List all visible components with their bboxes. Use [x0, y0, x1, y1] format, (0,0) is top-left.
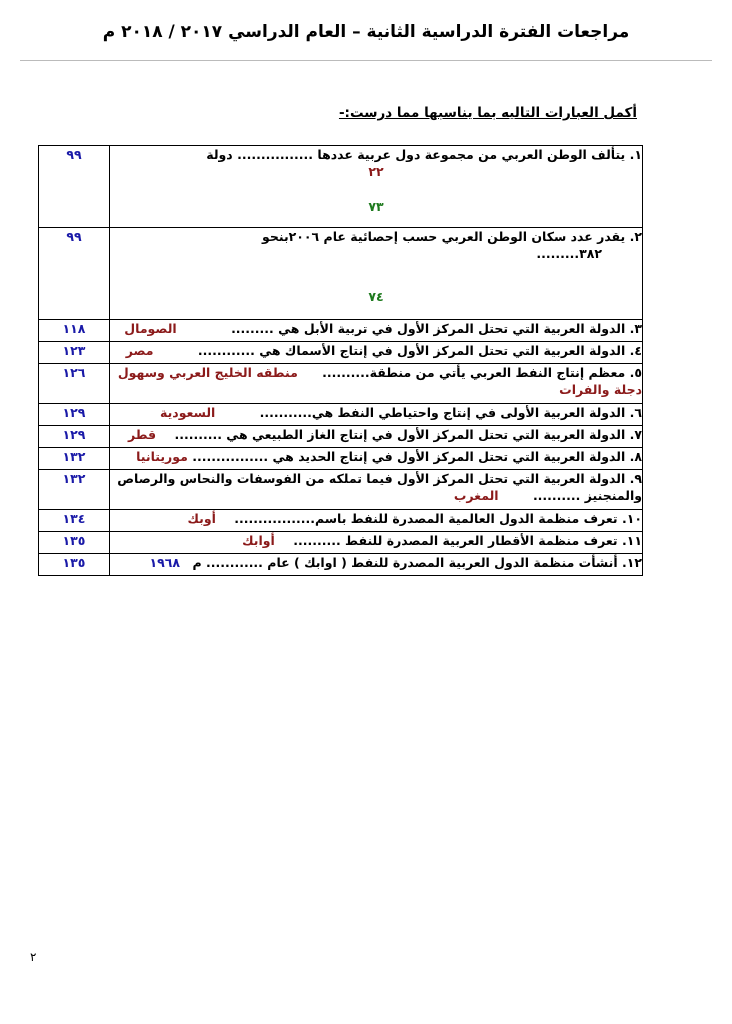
question-text: ٢. يقدر عدد سكان الوطن العربي حسب إحصائية عام ٢٠٠٦بنحو — [262, 229, 642, 244]
table-row — [39, 510, 643, 532]
question-text: ١٢. أنشأت منظمة الدول العربية المصدرة للنفط ( اوابك ) عام ............ م — [192, 555, 642, 570]
page-cell: ٩٩ — [39, 228, 110, 320]
answer-text: قطر — [127, 427, 157, 442]
page-cell: ١٣٢ — [39, 470, 110, 510]
annotation-number: ٧٤ — [368, 289, 384, 304]
table-row — [39, 404, 643, 426]
answer-text: أوابك — [242, 533, 275, 548]
table-row — [39, 342, 643, 364]
table-row — [39, 532, 643, 554]
question-text: ١. يتألف الوطن العربي من مجموعة دول عربية عددها ................ دولة — [206, 147, 642, 162]
question-cell — [110, 320, 643, 342]
question-cell — [110, 426, 643, 448]
answer-text: ٢٢ — [368, 164, 384, 179]
answer-text: المغرب — [453, 488, 499, 503]
page-cell: ١٢٦ — [39, 364, 110, 404]
table-row — [39, 554, 643, 576]
table-row — [39, 470, 643, 510]
question-text: ٤. الدولة العربية التي تحتل المركز الأول في إنتاج الأسماك هي ............ — [197, 343, 642, 358]
title-divider — [20, 60, 712, 61]
question-cell — [110, 404, 643, 426]
table-row — [39, 448, 643, 470]
table-row — [39, 320, 643, 342]
question-text: ١٠. تعرف منظمة الدول العالمية المصدرة للنفط باسم................. — [234, 511, 642, 526]
question-text: ٩. الدولة العربية التي تحتل المركز الأول فيما تملكه من الفوسفات والنحاس والرصاص والمنجنيز .......... — [117, 471, 642, 503]
page-cell: ١٢٩ — [39, 404, 110, 426]
page-cell: ٩٩ — [39, 146, 110, 228]
question-cell — [110, 448, 643, 470]
table-row — [39, 364, 643, 404]
question-cell — [110, 342, 643, 364]
question-cell — [110, 228, 643, 320]
question-text: ٨. الدولة العربية التي تحتل المركز الأول في إنتاج الحديد هي ................ — [192, 449, 642, 464]
table-row — [39, 426, 643, 448]
question-cell — [110, 364, 643, 404]
answer-text: منطقه الخليج العربي وسهول دجلة والفرات — [117, 365, 642, 397]
page-cell: ١٢٩ — [39, 426, 110, 448]
page-cell: ١٣٥ — [39, 532, 110, 554]
table-row — [39, 146, 643, 228]
question-text: ٥. معظم إنتاج النفط العربي يأتي من منطقة.......... — [322, 365, 642, 380]
question-text: ٣. الدولة العربية التي تحتل المركز الأول في تربية الأبل هي ......... — [231, 321, 642, 336]
answer-text: موريتانيا — [136, 449, 188, 464]
question-text: ٦. الدولة العربية الأولى في إنتاج واحتياطي النفط هي........... — [259, 405, 642, 420]
question-text: ١١. تعرف منظمة الأقطار العربية المصدرة للنفط .......... — [293, 533, 642, 548]
questions-table — [38, 145, 643, 576]
page-cell: ١٢٣ — [39, 342, 110, 364]
table-row — [39, 228, 643, 320]
answer-text: الصومال — [124, 321, 177, 336]
page-title: مراجعات الفترة الدراسية الثانية – العام الدراسي ٢٠١٧ / ٢٠١٨ م — [102, 22, 630, 42]
answer-text: أوبك — [187, 511, 216, 526]
question-cell — [110, 510, 643, 532]
annotation-number: ٧٣ — [368, 199, 384, 214]
page-cell: ١٣٥ — [39, 554, 110, 576]
answer-text: ١٩٦٨ — [149, 555, 181, 570]
question-cell — [110, 470, 643, 510]
answer-text: ٣٨٢......... — [536, 246, 602, 261]
answer-text: السعودية — [160, 405, 216, 420]
page-cell: ١٣٤ — [39, 510, 110, 532]
page-cell: ١٣٢ — [39, 448, 110, 470]
question-text: ٧. الدولة العربية التي تحتل المركز الأول في إنتاج الغاز الطبيعي هي .......... — [174, 427, 642, 442]
question-cell — [110, 532, 643, 554]
page-number: ٢ — [30, 950, 37, 964]
instruction-text: أكمل العبارات التاليه بما يناسبها مما درست:- — [338, 105, 637, 121]
question-cell — [110, 554, 643, 576]
page-cell: ١١٨ — [39, 320, 110, 342]
question-cell — [110, 146, 643, 228]
answer-text: مصر — [125, 343, 154, 358]
